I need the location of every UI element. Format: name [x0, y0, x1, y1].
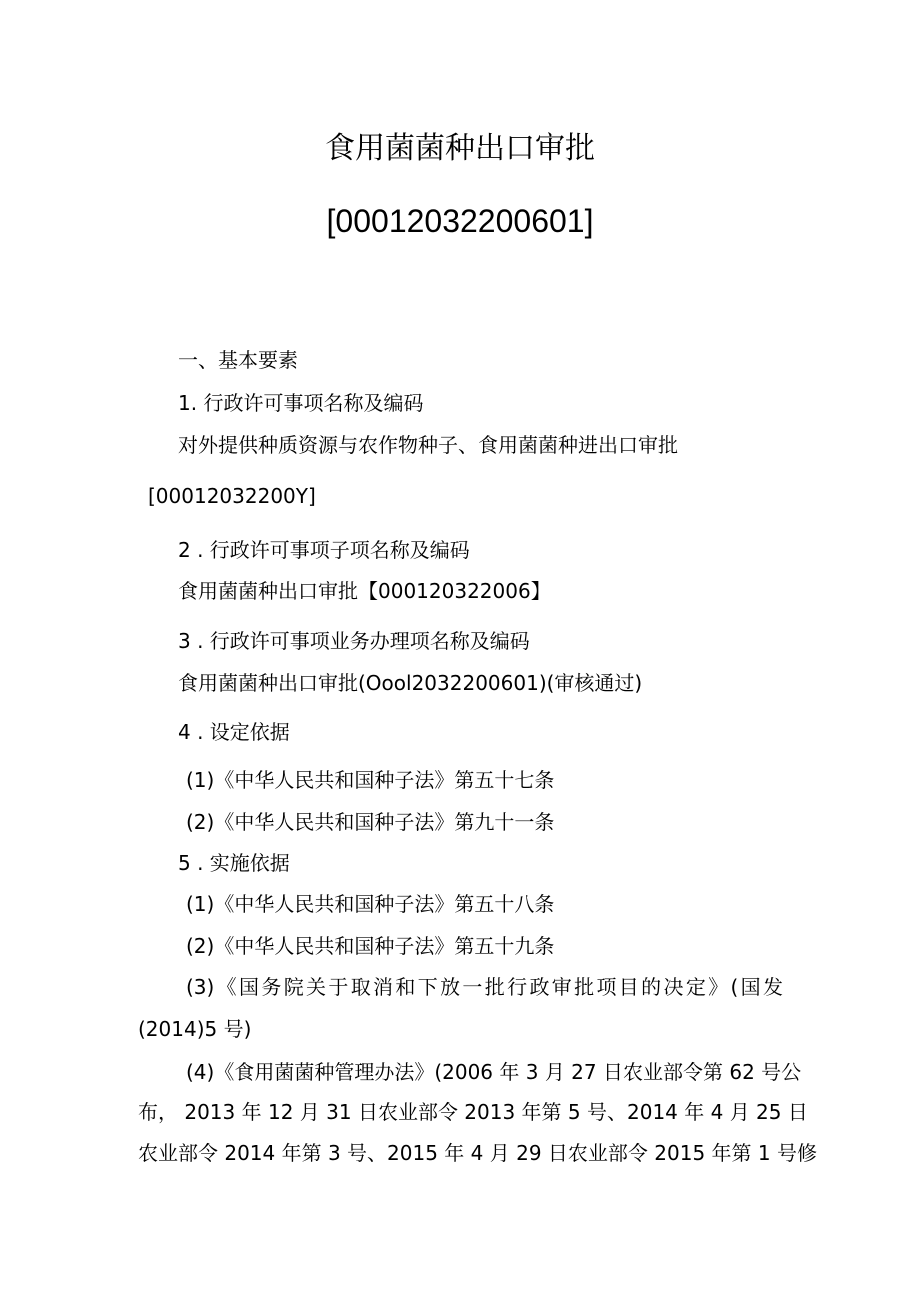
item2-heading: 2 . 行政许可事项子项名称及编码	[178, 538, 470, 562]
item5-basis-4-line2: 布， 2013 年 12 月 31 日农业部令 2013 年第 5 号、2014 年 4 月 25 日	[138, 1100, 808, 1124]
document-code: [00012032200601]	[326, 203, 594, 239]
item1-text: 对外提供种质资源与农作物种子、食用菌菌种进出口审批	[178, 433, 678, 457]
item5-basis-1: (1)《中华人民共和国种子法》第五十八条	[186, 892, 555, 916]
item5-basis-2: (2)《中华人民共和国种子法》第五十九条	[186, 934, 555, 958]
item2-text: 食用菌菌种出口审批【000120322006】	[178, 579, 551, 603]
item5-basis-3-line2: (2014)5 号)	[138, 1017, 252, 1041]
item5-basis-4-line3: 农业部令 2014 年第 3 号、2015 年 4 月 29 日农业部令 2015 年第 1 号修	[138, 1141, 817, 1165]
item5-basis-3-line1: (3)《国务院关于取消和下放一批行政审批项目的决定》(国发	[186, 975, 783, 999]
item4-basis-1: (1)《中华人民共和国种子法》第五十七条	[186, 768, 555, 792]
item4-basis-2: (2)《中华人民共和国种子法》第九十一条	[186, 810, 555, 834]
item1-code: [00012032200Y]	[148, 484, 316, 508]
item3-text: 食用菌菌种出口审批(Oool2032200601)(审核通过)	[178, 671, 643, 695]
section-heading-basic-elements: 一、基本要素	[178, 348, 298, 372]
item5-basis-4-line1: (4)《食用菌菌种管理办法》(2006 年 3 月 27 日农业部令第 62 号公	[186, 1060, 802, 1084]
item1-heading: 1. 行政许可事项名称及编码	[178, 391, 424, 415]
item3-heading: 3 . 行政许可事项业务办理项名称及编码	[178, 629, 530, 653]
document-title: 食用菌菌种出口审批	[325, 131, 595, 166]
item5-heading: 5 . 实施依据	[178, 851, 290, 875]
item4-heading: 4 . 设定依据	[178, 720, 290, 744]
